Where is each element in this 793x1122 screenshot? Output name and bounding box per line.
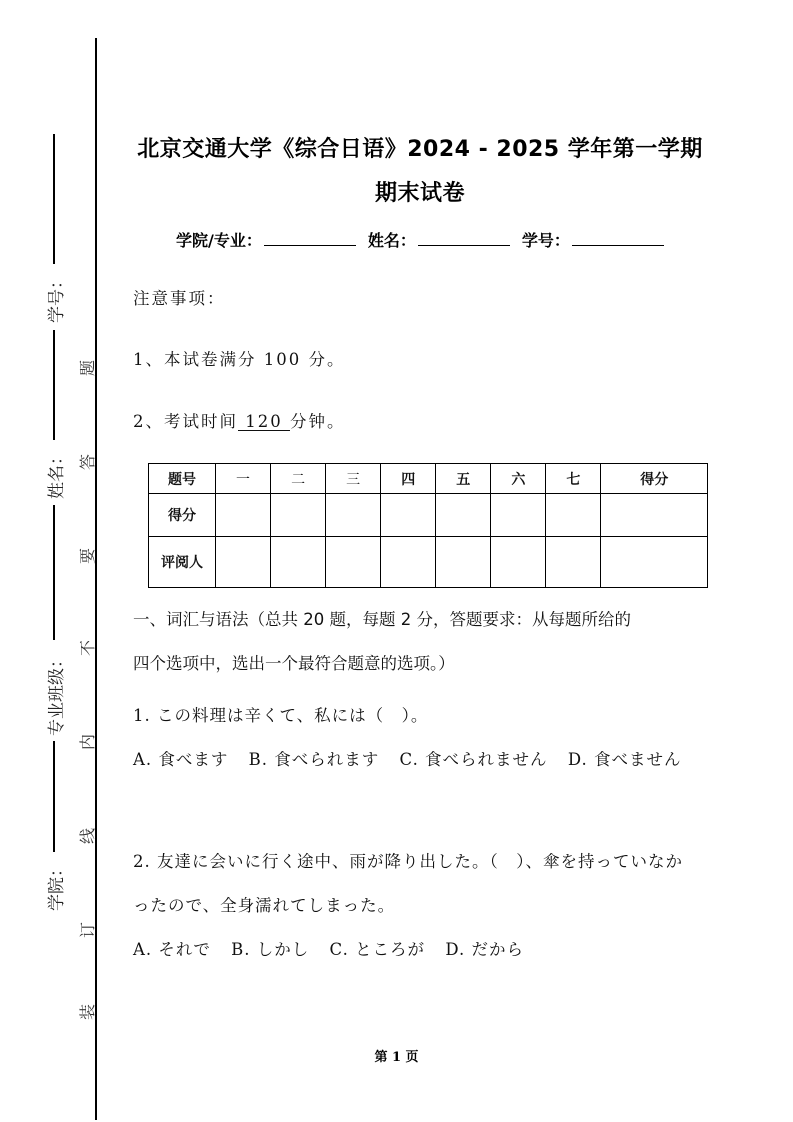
name-blank[interactable] [418,231,510,246]
option-a[interactable]: A. それで [133,940,211,959]
college-major-blank[interactable] [264,231,356,246]
major-class-underline [53,741,55,852]
score-cell[interactable] [326,494,381,537]
reviewer-cell[interactable] [216,537,271,588]
score-cell[interactable] [601,494,708,537]
reviewer-cell[interactable] [546,537,601,588]
note-item-2 [133,408,345,432]
header-cell: 五 [436,464,491,494]
side-label-name: 姓名： [46,447,67,499]
reviewer-row [149,537,708,588]
score-cell[interactable] [546,494,601,537]
binding-line [95,38,97,1120]
college-major-field[interactable] [176,228,356,251]
side-label-college: 学院： [46,859,67,911]
header-cell: 三 [326,464,381,494]
name-underline [53,505,55,640]
name-label: 姓名： [367,231,416,250]
reviewer-cell[interactable] [491,537,546,588]
exam-subtitle: 期末试卷 [374,181,465,206]
header-cell: 二 [271,464,326,494]
reviewer-cell[interactable] [271,537,326,588]
question-2-stem-line-1: 2. 友達に会いに行く途中、雨が降り出した。（ ）、傘を持っていなか [133,852,683,871]
score-table [148,463,708,588]
row-label: 得分 [149,494,216,537]
note-item-2-suffix: 分钟。 [289,412,346,431]
seal-char: 不 [77,639,97,657]
header-cell: 四 [381,464,436,494]
header-cell: 一 [216,464,271,494]
section-1-heading-line-2: 四个选项中，选出一个最符合题意的选项。） [133,654,455,673]
section-1-heading [133,598,713,686]
question-2-options [133,928,713,972]
student-id-label: 学号： [521,231,570,250]
option-a[interactable]: A. 食べます [133,750,229,769]
seal-char: 题 [77,359,97,377]
side-label-major-class: 专业班级： [46,650,67,736]
header-cell: 得分 [601,464,708,494]
question-2-stem-line-2: ったので、全身濡れてしまった。 [133,896,396,915]
header-cell: 题号 [149,464,216,494]
note-item-1: 1、本试卷满分 100 分。 [133,350,346,369]
student-id-field[interactable] [522,228,664,251]
exam-title: 北京交通大学《综合日语》2024 - 2025 学年第一学期 [137,137,703,162]
score-cell[interactable] [381,494,436,537]
college-major-label: 学院/专业： [176,231,262,250]
seal-char: 答 [77,453,97,471]
option-d[interactable]: D. 食べません [567,750,682,769]
reviewer-cell[interactable] [601,537,708,588]
seal-char: 装 [77,1003,97,1021]
name-field[interactable] [368,228,510,251]
note-item-2-prefix: 2、考试时间 [133,412,238,431]
question-1-stem: 1. この料理は辛くて、私には（ ）。 [133,706,429,725]
option-d[interactable]: D. だから [445,940,524,959]
option-c[interactable]: C. 食べられません [399,750,548,769]
seal-char: 订 [77,921,97,939]
score-cell[interactable] [436,494,491,537]
student-id-underline-bottom [53,330,55,440]
student-info-row [120,228,720,251]
student-id-blank[interactable] [572,231,664,246]
score-table-header-row [149,464,708,494]
row-label: 评阅人 [149,537,216,588]
score-row [149,494,708,537]
option-b[interactable]: B. しかし [231,940,310,959]
notes-heading: 注意事项： [133,289,226,308]
reviewer-cell[interactable] [381,537,436,588]
seal-char: 内 [77,733,97,751]
score-cell[interactable] [491,494,546,537]
reviewer-cell[interactable] [436,537,491,588]
option-b[interactable]: B. 食べられます [248,750,380,769]
question-1 [133,694,713,782]
score-cell[interactable] [216,494,271,537]
exam-duration-value: 120 [238,412,290,431]
score-cell[interactable] [271,494,326,537]
section-1-heading-line-1: 一、词汇与语法（总共 20 题，每题 2 分，答题要求：从每题所给的 [133,610,631,629]
question-2 [133,840,713,972]
header-cell: 六 [491,464,546,494]
seal-char: 要 [77,547,97,565]
page-number: 第 1 页 [374,1050,419,1065]
reviewer-cell[interactable] [326,537,381,588]
header-cell: 七 [546,464,601,494]
seal-char: 线 [77,827,97,845]
side-label-student-id: 学号： [46,271,67,323]
option-c[interactable]: C. ところが [329,940,426,959]
question-1-options [133,738,713,782]
student-id-underline-top [53,134,55,264]
